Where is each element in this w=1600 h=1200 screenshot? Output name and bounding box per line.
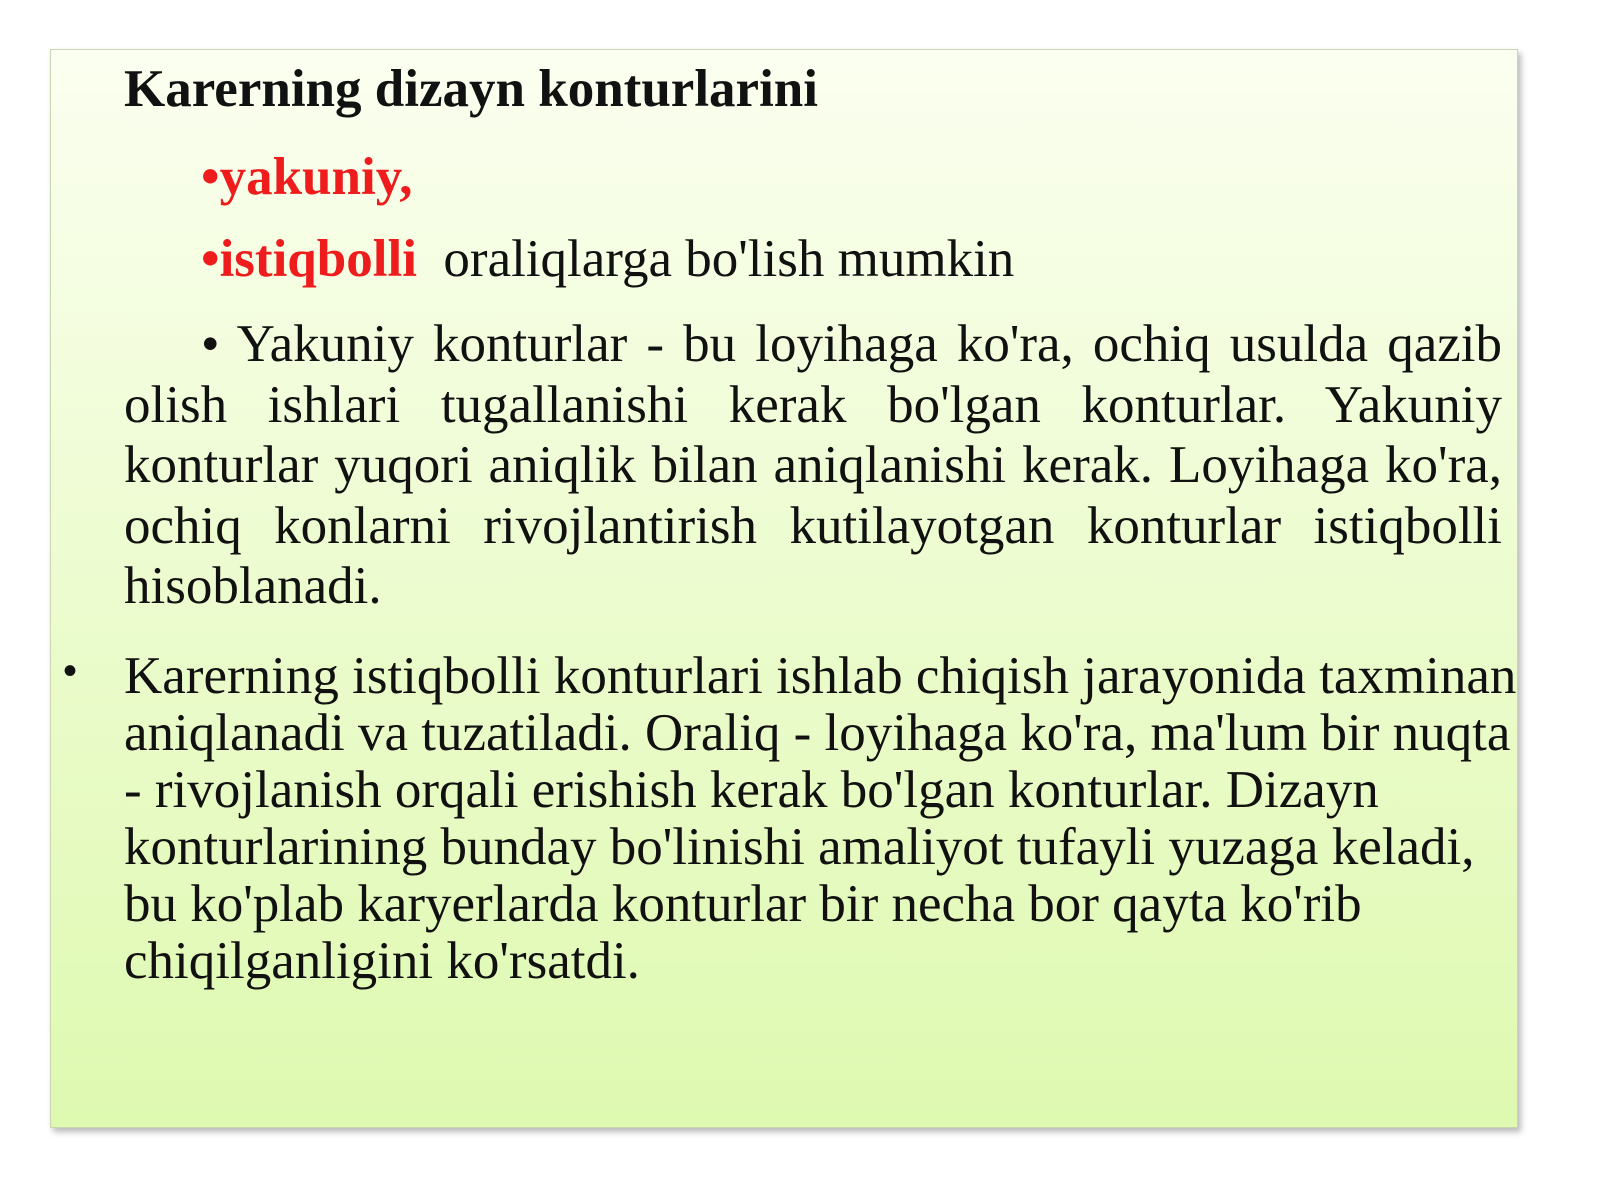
slide bbox=[50, 49, 1518, 1128]
bullet-icon: • bbox=[63, 649, 78, 693]
slide-title: Karerning dizayn konturlarini bbox=[124, 60, 818, 118]
term-istiqbolli: istiqbolli bbox=[219, 230, 417, 288]
term-yakuniy: yakuniy, bbox=[219, 148, 413, 206]
paragraph-istiqbolli-konturlar: Karerning istiqbolli konturlari ishlab chiqish jarayonida taxminan aniqlanadi va tuzatiladi. Oraliq - loyihaga ko'ra, ma'lum bir nuqta - rivojlanish orqali erishish kerak bo'lgan konturlar. Dizayn konturlarining bunday bo'linishi amaliyot tufayli yuzaga keladi, bu ko'plab karyerlarda konturlar bir necha bor qayta ko'rib chiqilganligini ko'rsatdi. bbox=[124, 647, 1517, 990]
list-item-istiqbolli bbox=[201, 226, 1014, 292]
paragraph-yakuniy-konturlar: • Yakuniy konturlar - bu loyihaga ko'ra, ochiq usulda qazib olish ishlari tugallanishi kerak bo'lgan konturlar. Yakuniy konturlar yuqori aniqlik bilan aniqlanishi kerak. Loyihaga ko'ra, ochiq konlarni rivojlantirish kutilayotgan konturlar istiqbolli hisoblanadi. bbox=[124, 315, 1502, 615]
bullet-icon: • bbox=[201, 230, 220, 288]
list-item-yakuniy bbox=[201, 144, 413, 210]
bullet-icon: • bbox=[201, 148, 220, 206]
list-item-rest: oraliqlarga bo'lish mumkin bbox=[416, 230, 1015, 288]
